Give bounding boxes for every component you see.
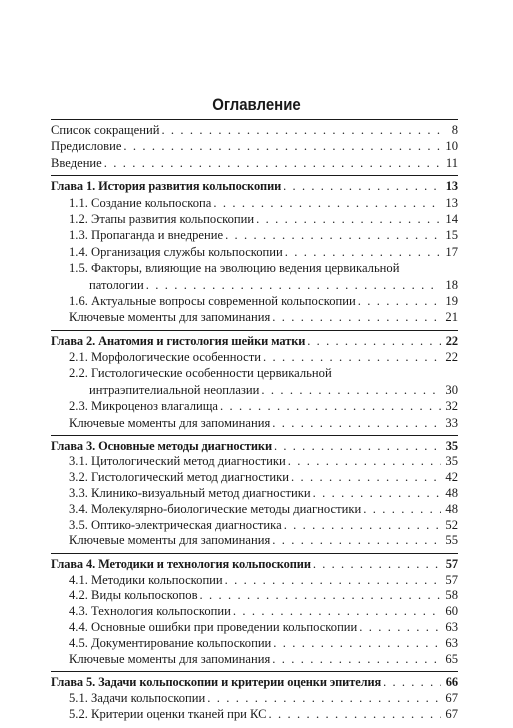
dot-leader (272, 309, 441, 325)
toc-page-number: 48 (445, 486, 458, 501)
toc-section-text: 4.4. Основные ошибки при проведении кольпоскопии (69, 619, 358, 634)
toc-page-number: 22 (445, 350, 458, 365)
toc-page-number: 65 (445, 651, 458, 666)
toc-section (51, 518, 458, 534)
toc-section (51, 707, 458, 723)
toc-page-number: 13 (445, 195, 458, 210)
divider-top (51, 119, 458, 120)
toc-page-number: 21 (445, 310, 458, 325)
toc-section (51, 470, 458, 486)
toc-section (51, 349, 458, 365)
toc-section-text: 1.2. Этапы развития кольпоскопии (69, 211, 255, 226)
toc-section-text: 5.2. Критерии оценки тканей при КС (69, 706, 267, 721)
dot-leader (207, 691, 441, 707)
toc-section (51, 573, 458, 589)
toc-section-text: 1.3. Пропаганда и внедрение (69, 228, 224, 243)
toc-section-text: 1.5. Факторы, влияющие на эволюцию ведения цервикальной (69, 261, 400, 276)
toc-chapter-2 (51, 333, 458, 349)
dot-leader (261, 382, 441, 398)
toc-section (51, 454, 458, 470)
toc-page-number: 11 (445, 155, 458, 170)
toc-section-text: 1.1. Создание кольпоскопа (69, 195, 212, 210)
toc-chapter-1 (51, 178, 458, 194)
toc-page-number: 57 (445, 572, 458, 587)
toc-page-number: 30 (445, 382, 458, 397)
toc-entry-introduction (51, 155, 458, 171)
dot-leader (200, 588, 441, 604)
toc-page-number: 66 (445, 675, 458, 690)
dot-leader (307, 333, 441, 349)
dot-leader (272, 533, 441, 549)
dot-leader (123, 138, 441, 154)
toc-section-text: 1.6. Актуальные вопросы современной кольпоскопии (69, 293, 356, 308)
dot-leader (225, 227, 441, 243)
toc-page-number: 32 (445, 399, 458, 414)
chapter-divider (51, 175, 458, 176)
toc-section-text: Ключевые моменты для запоминания (69, 415, 271, 430)
toc-page-number: 22 (445, 333, 458, 348)
toc-section-text: 3.3. Клинико-визуальный метод диагностики (69, 486, 311, 501)
toc-section-continuation (51, 382, 458, 398)
dot-leader (263, 349, 441, 365)
toc-section (51, 604, 458, 620)
toc-section-text: 3.4. Молекулярно-биологические методы диагностики (69, 501, 362, 516)
toc-section-text: 2.3. Микроценоз влагалища (69, 399, 219, 414)
dot-leader (161, 122, 441, 138)
dot-leader (213, 195, 441, 211)
toc-section-text: 4.5. Документирование кольпоскопии (69, 635, 272, 650)
toc-section-text: 4.3. Технология кольпоскопии (69, 604, 231, 619)
toc-page-number: 10 (445, 139, 458, 154)
toc-page-number: 18 (445, 277, 458, 292)
toc-entry-text: Введение (51, 155, 102, 170)
dot-leader (383, 674, 441, 690)
chapter-divider (51, 435, 458, 436)
toc-section (51, 227, 458, 243)
dot-leader (291, 470, 441, 486)
dot-leader (358, 293, 441, 309)
dot-leader (146, 277, 441, 293)
toc-section (51, 244, 458, 260)
chapter-title: Глава 1. История развития кольпоскопии (51, 179, 282, 194)
toc-section-text: 2.1. Морфологические особенности (69, 350, 261, 365)
toc-page-number: 58 (445, 588, 458, 603)
chapter-title: Глава 3. Основные методы диагностики (51, 439, 272, 454)
toc-section-text: 4.2. Виды кольпоскопов (69, 588, 198, 603)
dot-leader (274, 438, 441, 454)
toc-page-number: 19 (445, 293, 458, 308)
toc-section-text: 3.2. Гистологический метод диагностики (69, 470, 290, 485)
dot-leader (233, 604, 441, 620)
toc-page-number: 67 (445, 690, 458, 705)
toc-section (51, 260, 458, 276)
toc-page-number: 57 (445, 557, 458, 572)
chapter-title: Глава 2. Анатомия и гистология шейки матки (51, 333, 306, 348)
toc-page-number: 48 (445, 501, 458, 516)
dot-leader (313, 486, 441, 502)
chapter-title: Глава 5. Задачи кольпоскопии и критерии оценки эпителия (51, 675, 382, 690)
toc-entry-preface (51, 138, 458, 154)
toc-section (51, 502, 458, 518)
dot-leader (359, 620, 441, 636)
toc-section (51, 620, 458, 636)
dot-leader (283, 178, 441, 194)
toc-page-number: 33 (445, 415, 458, 430)
dot-leader (269, 707, 441, 723)
toc-section-text: патологии (89, 277, 144, 292)
dot-leader (288, 454, 441, 470)
toc-page-number: 63 (445, 619, 458, 634)
toc-chapter-3 (51, 438, 458, 454)
dot-leader (272, 652, 441, 668)
toc-section (51, 195, 458, 211)
toc-page-number: 35 (445, 454, 458, 469)
toc-section-text: Ключевые моменты для запоминания (69, 651, 271, 666)
toc-page-number: 63 (445, 635, 458, 650)
toc-section (51, 636, 458, 652)
toc-entry-text: Список сокращений (51, 123, 160, 137)
toc-chapter-4 (51, 556, 458, 572)
page-title: Оглавление (212, 95, 301, 115)
dot-leader (272, 415, 441, 431)
toc-section-text: 5.1. Задачи кольпоскопии (69, 690, 206, 705)
toc-section (51, 293, 458, 309)
toc-section-text: 4.1. Методики кольпоскопии (69, 572, 223, 587)
chapter-divider (51, 671, 458, 672)
toc-page-number: 8 (451, 123, 458, 137)
toc-entry-text: Предисловие (51, 139, 122, 154)
toc-page-number: 17 (445, 244, 458, 259)
toc-section-text: 1.4. Организация службы кольпоскопии (69, 244, 283, 259)
dot-leader (220, 398, 441, 414)
dot-leader (104, 155, 441, 171)
toc-section-key-points (51, 415, 458, 431)
toc-section-text: 3.1. Цитологический метод диагностики (69, 454, 286, 469)
dot-leader (256, 211, 441, 227)
toc-section (51, 211, 458, 227)
toc-page-number: 35 (445, 439, 458, 454)
toc-section-key-points (51, 652, 458, 668)
toc-section (51, 486, 458, 502)
dot-leader (313, 556, 441, 572)
toc-section-text: 2.2. Гистологические особенности цервикальной (69, 366, 332, 381)
toc-page-number: 60 (445, 604, 458, 619)
dot-leader (284, 518, 441, 534)
chapter-divider (51, 553, 458, 554)
toc-section-text: интраэпителиальной неоплазии (89, 382, 260, 397)
dot-leader (285, 244, 441, 260)
toc-section-text: 3.5. Оптико-электрическая диагностика (69, 517, 282, 532)
toc-chapter-5 (51, 674, 458, 690)
toc-page-number: 13 (445, 179, 458, 194)
toc-section (51, 365, 458, 381)
toc-section (51, 691, 458, 707)
toc-section-text: Ключевые моменты для запоминания (69, 310, 271, 325)
toc-page-number: 67 (445, 706, 458, 721)
toc-section-key-points (51, 533, 458, 549)
chapter-divider (51, 330, 458, 331)
toc-section-text: Ключевые моменты для запоминания (69, 533, 271, 548)
toc-section-key-points (51, 309, 458, 325)
toc-page-number: 14 (445, 211, 458, 226)
toc-page-number: 52 (445, 517, 458, 532)
dot-leader (363, 502, 441, 518)
toc-page-number: 42 (445, 470, 458, 485)
toc-page-number: 15 (445, 228, 458, 243)
table-of-contents (51, 115, 458, 722)
chapter-title: Глава 4. Методики и технология кольпоскопии (51, 557, 311, 572)
toc-entry-abbreviations (51, 122, 458, 138)
toc-section (51, 398, 458, 414)
toc-section (51, 588, 458, 604)
dot-leader (225, 573, 441, 589)
dot-leader (273, 636, 441, 652)
toc-page-number: 55 (445, 533, 458, 548)
toc-section-continuation (51, 277, 458, 293)
